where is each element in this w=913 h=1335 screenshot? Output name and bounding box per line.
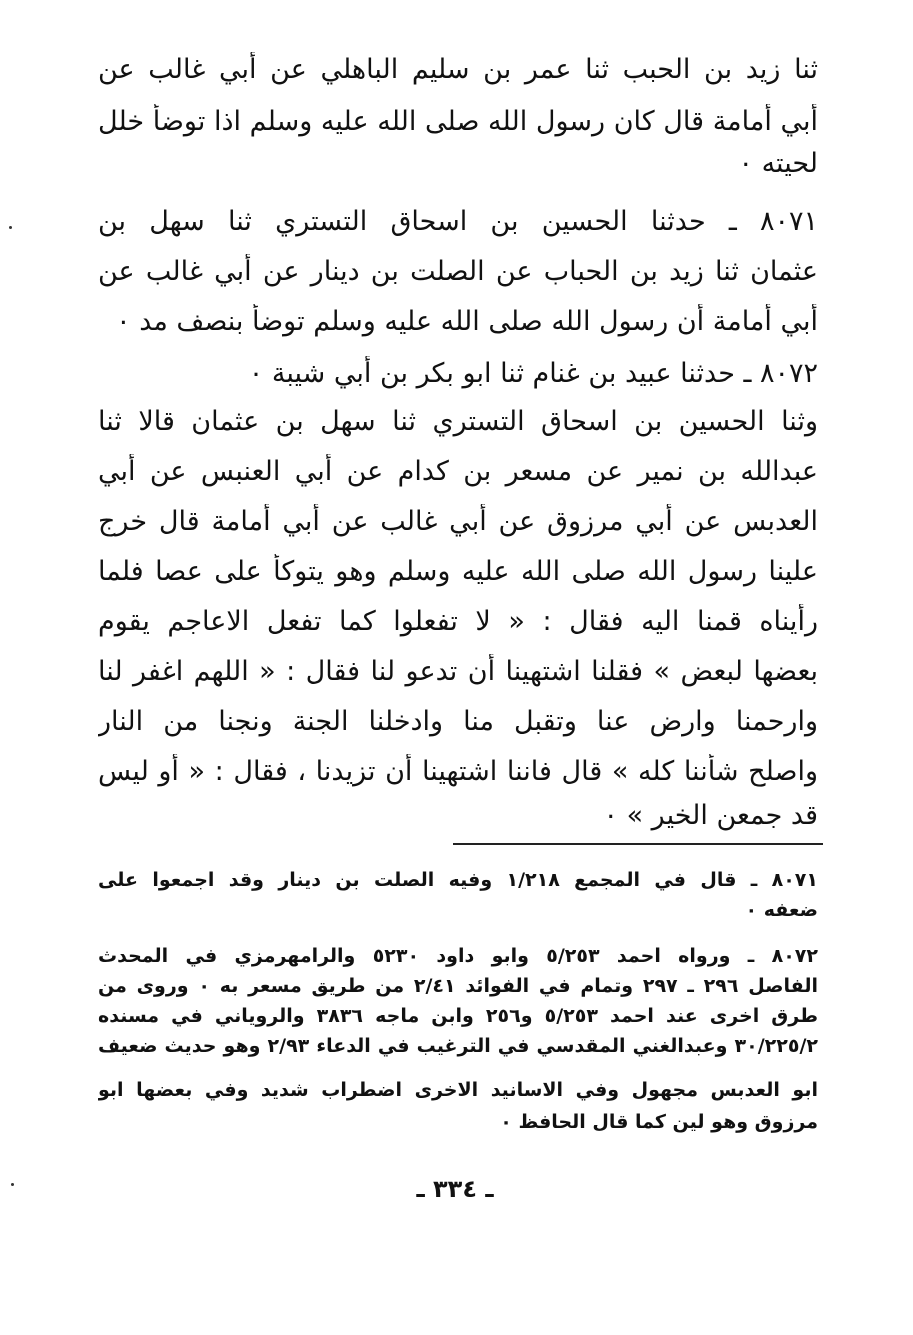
scan-speck — [11, 1183, 14, 1186]
footnote-line: مرزوق وهو لين كما قال الحافظ ٠ — [500, 1111, 818, 1133]
footnote-line: الفاصل ٢٩٦ ـ ٢٩٧ وتمام في الفوائد ٢/٤١ من طريق مسعر به ٠ وروى من — [98, 975, 818, 997]
main-text-line: واصلح شأننا كله » قال فاننا اشتهينا أن تزيدنا ، فقال : « أو ليس — [98, 756, 818, 787]
footnote-line: ابو العدبس مجهول وفي الاسانيد الاخرى اضطراب شديد وفي بعضها ابو — [98, 1079, 818, 1101]
main-text-line: رأيناه قمنا اليه فقال : « لا تفعلوا كما تفعل الاعاجم يقوم — [98, 606, 818, 637]
footnote-8072: ٨٠٧٢ ـ ورواه احمد ٥/٢٥٣ وابو داود ٥٢٣٠ والرامهرمزي في المحدث — [98, 945, 818, 967]
footnote-line: طرق اخرى عند احمد ٥/٢٥٣ و٢٥٦ وابن ماجه ٣٨٣٦ والروياني في مسنده — [98, 1005, 818, 1027]
footnote-line: ضعفه ٠ — [745, 899, 818, 921]
main-text-line: ثنا زيد بن الحبب ثنا عمر بن سليم الباهلي عن أبي غالب عن — [98, 54, 818, 85]
main-text-line: عثمان ثنا زيد بن الحباب عن الصلت بن دينار عن أبي غالب عن — [98, 256, 818, 287]
main-text-line: العدبس عن أبي مرزوق عن أبي غالب عن أبي أمامة قال خرج — [98, 506, 818, 537]
footnote-separator — [453, 843, 823, 845]
scan-speck — [9, 226, 12, 229]
hadith-8072-heading: ٨٠٧٢ ـ حدثنا عبيد بن غنام ثنا ابو بكر بن أبي شيبة ٠ — [248, 358, 818, 389]
main-text-line: أبي أمامة قال كان رسول الله صلى الله عليه وسلم اذا توضأ خلل — [98, 106, 818, 137]
main-text-line: لحيته ٠ — [738, 148, 818, 179]
main-text-line: وارحمنا وارض عنا وتقبل منا وادخلنا الجنة ونجنا من النار — [98, 706, 818, 737]
main-text-line: أبي أمامة أن رسول الله صلى الله عليه وسلم توضأ بنصف مد ٠ — [116, 306, 818, 337]
page-number: ـ ٣٣٤ ـ — [416, 1175, 494, 1203]
main-text-line: عبدالله بن نمير عن مسعر بن كدام عن أبي العنبس عن أبي — [98, 456, 818, 487]
footnote-line: ٣٠/٢٢٥/٢ وعبدالغني المقدسي في الترغيب في الدعاء ٢/٩٣ وهو حديث ضعيف — [98, 1035, 818, 1057]
footnote-8071: ٨٠٧١ ـ قال في المجمع ١/٢١٨ وفيه الصلت بن دينار وقد اجمعوا على — [98, 869, 818, 891]
main-text-line: بعضها لبعض » فقلنا اشتهينا أن تدعو لنا فقال : « اللهم اغفر لنا — [98, 656, 818, 687]
main-text-line: وثنا الحسين بن اسحاق التستري ثنا سهل بن عثمان قالا ثنا — [98, 406, 818, 437]
hadith-8071-heading: ٨٠٧١ ـ حدثنا الحسين بن اسحاق التستري ثنا سهل بن — [98, 206, 818, 237]
main-text-line: علينا رسول الله صلى الله عليه وسلم وهو يتوكأ على عصا فلما — [98, 556, 818, 587]
main-text-line: قد جمعن الخير » ٠ — [603, 800, 818, 831]
